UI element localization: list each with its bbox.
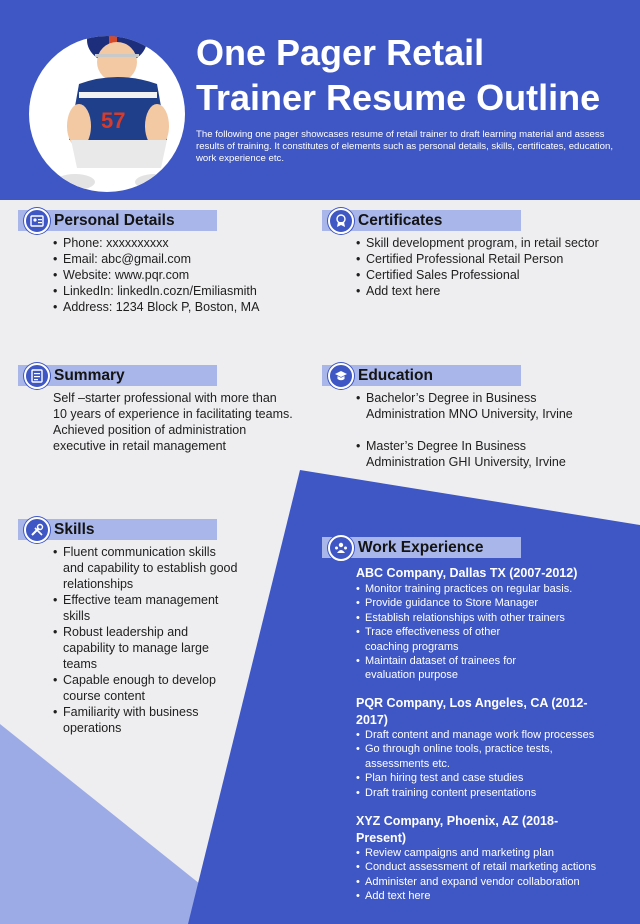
job-duties-list <box>356 846 636 904</box>
certificates-title: Certificates <box>358 212 443 229</box>
education-title: Education <box>358 367 433 384</box>
list-item: • Go through online tools, practice tests, assessments etc. <box>356 742 595 771</box>
list-item: • Draft training content presentations <box>356 786 626 800</box>
work-experience-title: Work Experience <box>358 539 484 556</box>
document-icon <box>24 363 50 389</box>
certificates-list <box>356 235 640 299</box>
skills-list <box>53 544 238 736</box>
list-item: • Address: 1234 Block P, Boston, MA <box>53 299 303 315</box>
list-item: • Skill development program, in retail sector <box>356 235 640 251</box>
list-item: • Administer and expand vendor collaboration <box>356 875 636 889</box>
education-list <box>356 390 596 470</box>
title-line-2: Trainer Resume Outline <box>196 77 601 118</box>
summary-title: Summary <box>54 367 125 384</box>
list-item: • LinkedIn: linkedln.cozn/Emiliasmith <box>53 283 303 299</box>
list-item: • Robust leadership and capability to manage large teams <box>53 624 238 672</box>
list-item: • Certified Professional Retail Person <box>356 251 640 267</box>
job-title: XYZ Company, Phoenix, AZ (2018-Present) <box>356 814 559 845</box>
page-description: The following one pager showcases resume of retail trainer to draft learning material and assess results of training. It constitutes of elements such as personal details, skills, certificates, education, work experience etc. <box>196 129 613 164</box>
job-title: ABC Company, Dallas TX (2007-2012) <box>356 566 578 580</box>
list-item: • Email: abc@gmail.com <box>53 251 303 267</box>
list-item: • Review campaigns and marketing plan <box>356 846 636 860</box>
award-ribbon-icon <box>328 208 354 234</box>
child-photo-illustration <box>29 36 185 192</box>
profile-photo <box>29 36 185 192</box>
team-icon <box>328 535 354 561</box>
personal-details-list <box>53 235 303 315</box>
list-item: • Add text here <box>356 889 636 903</box>
list-item: • Conduct assessment of retail marketing actions <box>356 860 636 874</box>
list-item: • Add text here <box>356 283 640 299</box>
list-item: • Capable enough to develop course content <box>53 672 238 704</box>
personal-details-title: Personal Details <box>54 212 175 229</box>
list-item: • Fluent communication skills and capability to establish good relationships <box>53 544 238 592</box>
job-title: PQR Company, Los Angeles, CA (2012-2017) <box>356 696 588 727</box>
list-item: • Effective team management skills <box>53 592 238 624</box>
list-item: • Certified Sales Professional <box>356 267 640 283</box>
job-duties-list <box>356 582 626 683</box>
tools-icon <box>24 517 50 543</box>
svg-text:57: 57 <box>101 108 126 133</box>
list-item: • Monitor training practices on regular basis. <box>356 582 626 596</box>
job-duties-list <box>356 728 626 800</box>
list-item: • Familiarity with business operations <box>53 704 238 736</box>
summary-text: Self –starter professional with more than 10 years of experience in facilitating teams. Achieved position of administration executive in retail management <box>53 391 293 453</box>
list-item: • Plan hiring test and case studies <box>356 771 626 785</box>
graduation-cap-icon <box>328 363 354 389</box>
skills-title: Skills <box>54 521 95 538</box>
list-item: • Provide guidance to Store Manager <box>356 596 626 610</box>
list-item: • Website: www.pqr.com <box>53 267 303 283</box>
page-title <box>196 30 636 120</box>
title-line-1: One Pager Retail <box>196 32 485 73</box>
list-item: • Establish relationships with other trainers <box>356 611 626 625</box>
list-item: • Draft content and manage work flow processes <box>356 728 626 742</box>
id-card-icon <box>24 208 50 234</box>
list-item: • Bachelor’s Degree in Business Administration MNO University, Irvine <box>356 390 596 422</box>
list-item: • Phone: xxxxxxxxxx <box>53 235 303 251</box>
list-item: • Maintain dataset of trainees for evaluation purpose <box>356 654 545 683</box>
list-item: • Master’s Degree In Business Administration GHI University, Irvine <box>356 438 596 470</box>
list-item: • Trace effectiveness of other coaching programs <box>356 625 535 654</box>
